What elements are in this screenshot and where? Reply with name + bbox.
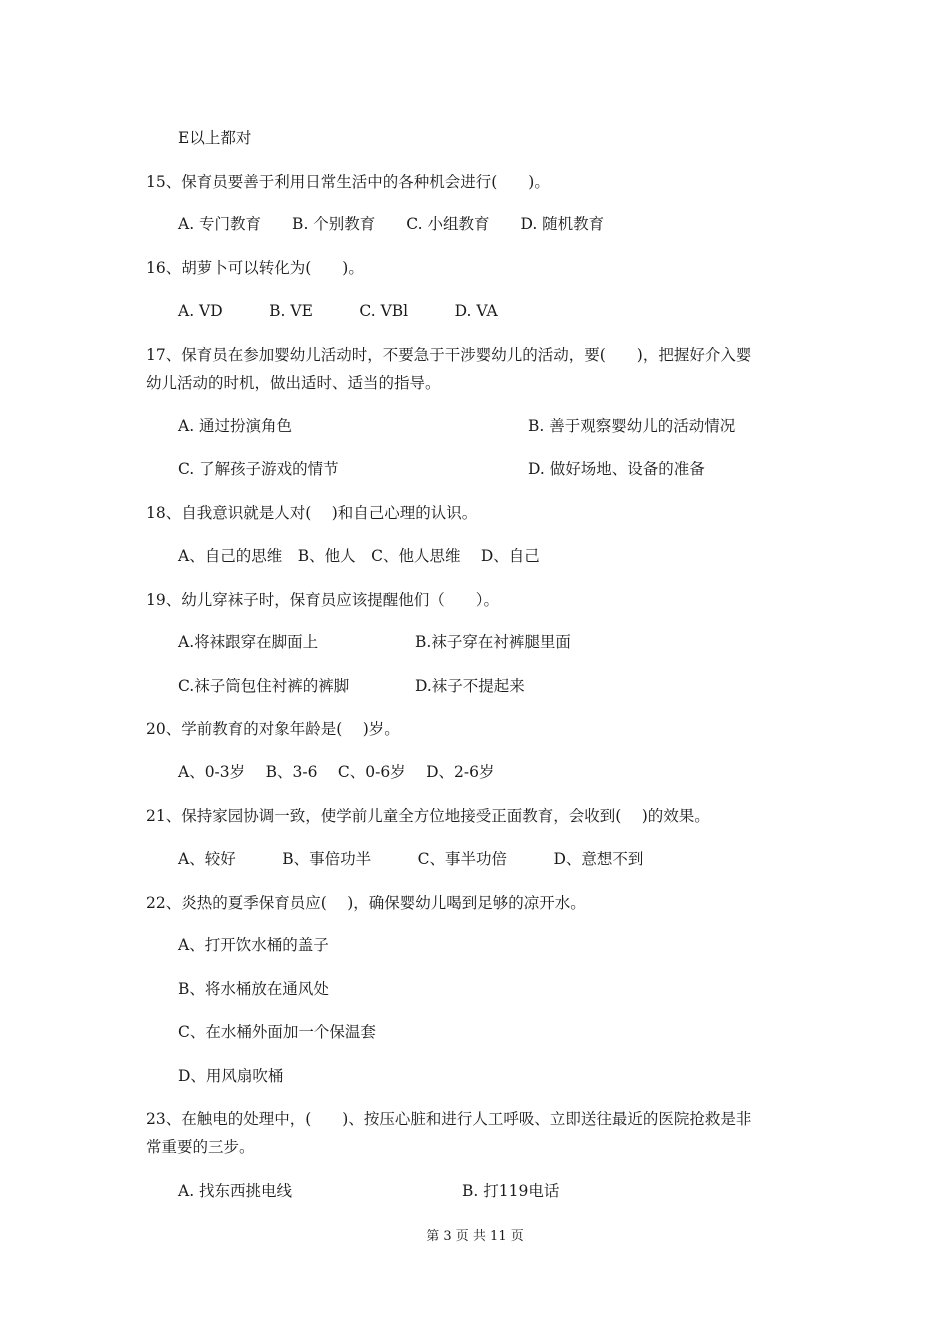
option-14-e: E以上都对: [178, 129, 252, 147]
options-18: A、自己的思维 B、他人 C、他人思维 D、自己: [178, 547, 540, 565]
question-16: 16、胡萝卜可以转化为( )。: [146, 259, 364, 277]
question-15: 15、保育员要善于利用日常生活中的各种机会进行( )。: [146, 173, 550, 191]
question-23-line-2: 常重要的三步。: [146, 1138, 255, 1156]
option-17-d: D. 做好场地、设备的准备: [528, 460, 705, 478]
option-22-b: B、将水桶放在通风处: [178, 980, 329, 998]
option-17-c: C. 了解孩子游戏的情节: [178, 460, 339, 478]
option-23-a: A. 找东西挑电线: [178, 1182, 293, 1200]
option-19-c: C.袜子筒包住衬裤的裤脚: [178, 677, 350, 695]
question-17-line-2: 幼儿活动的时机，做出适时、适当的指导。: [146, 374, 441, 392]
page-footer: 第 3 页 共 11 页: [426, 1229, 524, 1244]
option-19-d: D.袜子不提起来: [415, 677, 525, 695]
option-22-d: D、用风扇吹桶: [178, 1067, 284, 1085]
options-20: A、0-3岁 B、3-6 C、0-6岁 D、2-6岁: [178, 763, 495, 781]
options-15: A. 专门教育 B. 个别教育 C. 小组教育 D. 随机教育: [178, 215, 605, 233]
option-23-b: B. 打119电话: [462, 1182, 560, 1200]
option-19-b: B.袜子穿在衬裤腿里面: [415, 633, 571, 651]
option-19-a: A.将袜跟穿在脚面上: [178, 633, 319, 651]
question-20: 20、学前教育的对象年龄是( )岁。: [146, 720, 400, 738]
options-16: A. VD B. VE C. VBl D. VA: [178, 302, 498, 320]
question-17-line-1: 17、保育员在参加婴幼儿活动时，不要急于干涉婴幼儿的活动，要( )，把握好介入婴: [146, 346, 752, 364]
question-22: 22、炎热的夏季保育员应( )，确保婴幼儿喝到足够的凉开水。: [146, 894, 586, 912]
option-17-b: B. 善于观察婴幼儿的活动情况: [528, 417, 736, 435]
option-17-a: A. 通过扮演角色: [178, 417, 293, 435]
question-19: 19、幼儿穿袜子时，保育员应该提醒他们（ ）。: [146, 591, 499, 609]
question-21: 21、保持家园协调一致，使学前儿童全方位地接受正面教育，会收到( )的效果。: [146, 807, 710, 825]
question-18: 18、自我意识就是人对( )和自己心理的认识。: [146, 504, 478, 522]
option-22-c: C、在水桶外面加一个保温套: [178, 1023, 376, 1041]
options-21: A、较好 B、事倍功半 C、事半功倍 D、意想不到: [178, 850, 644, 868]
option-22-a: A、打开饮水桶的盖子: [178, 936, 329, 954]
question-23-line-1: 23、在触电的处理中，( )、按压心脏和进行人工呼吸、立即送往最近的医院抢救是非: [146, 1110, 752, 1128]
